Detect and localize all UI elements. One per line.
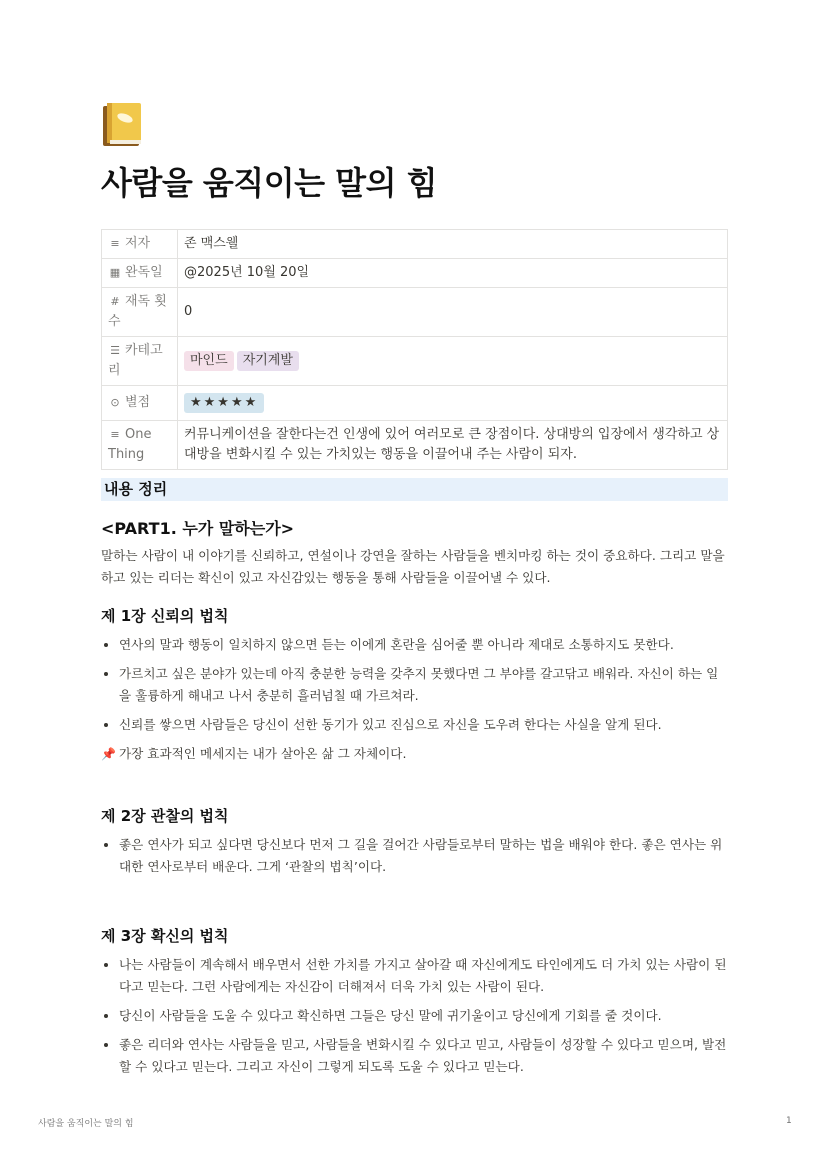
bullet-list: [101, 834, 728, 878]
category-tag[interactable]: 자기계발: [237, 351, 299, 371]
book-icon: [101, 100, 145, 148]
list-icon: ☰: [110, 344, 120, 357]
list-item: • 좋은 연사가 되고 싶다면 당신보다 먼저 그 길을 걸어간 사람들로부터 말하는 법을 배워야 한다. 좋은 연사는 위대한 연사로부터 배운다. 그게 ‘관찰의 법칙’이다.: [119, 834, 728, 878]
category-value[interactable]: [178, 337, 728, 386]
properties-table: [101, 229, 728, 470]
callout: 📌 가장 효과적인 메세지는 내가 살아온 삶 그 자체이다.: [101, 746, 407, 761]
one-thing-value[interactable]: 커뮤니케이션을 잘한다는건 인생에 있어 여러모로 큰 장점이다. 상대방의 입장에서 생각하고 상대방을 변화시킬 수 있는 가치있는 행동을 이끌어내 주는 사람이 되자.: [178, 421, 728, 470]
property-row-reread-count: [102, 288, 728, 337]
bullet-list: [101, 954, 728, 1078]
list-item: • 신뢰를 쌓으면 사람들은 당신이 선한 동기가 있고 진심으로 자신을 도우려 한다는 사실을 알게 된다.: [119, 714, 728, 736]
section-heading: 내용 정리: [101, 478, 728, 501]
page-title: 사람을 움직이는 말의 힘: [101, 164, 438, 202]
pushpin-icon: 📌: [101, 747, 116, 761]
property-row-author: [102, 230, 728, 259]
footer-page-number: 1: [786, 1116, 792, 1126]
status-icon: ⊙: [110, 396, 120, 409]
chapter-heading: 제 2장 관찰의 법칙: [101, 807, 229, 825]
bullet-list: [101, 634, 728, 736]
number-icon: #: [110, 295, 120, 308]
text-icon: ≡: [110, 428, 120, 441]
list-item: • 좋은 리더와 연사는 사람들을 믿고, 사람들을 변화시킬 수 있다고 믿고, 사람들이 성장할 수 있다고 믿으며, 발전할 수 있다고 믿는다. 그리고 자신이 그렇게 되도록 도울 수 있다고 믿는다.: [119, 1034, 728, 1078]
list-item: • 가르치고 싶은 분야가 있는데 아직 충분한 능력을 갖추지 못했다면 그 부야를 갈고닦고 배워라. 자신이 하는 일을 훌륭하게 해내고 나서 충분히 흘러넘칠 때 가르쳐라.: [119, 663, 728, 707]
property-key: ⊙ 별점: [102, 386, 178, 421]
property-row-category: [102, 337, 728, 386]
property-key: ≡ 저자: [102, 230, 178, 259]
part-paragraph: 말하는 사람이 내 이야기를 신뢰하고, 연설이나 강연을 잘하는 사람들을 벤치마킹 하는 것이 중요하다. 그리고 말을 하고 있는 리더는 확신이 있고 자신감있는 행동을 통해 사람들을 이끌어낼 수 있다.: [101, 548, 725, 585]
property-row-finished-date: [102, 259, 728, 288]
list-item: • 나는 사람들이 계속해서 배우면서 선한 가치를 가지고 살아갈 때 자신에게도 타인에게도 더 가치 있는 사람이 된다고 믿는다. 그런 사람에게는 자신감이 더해져서 더욱 가치 있는 사람이 된다.: [119, 954, 728, 998]
text-icon: ≡: [110, 237, 120, 250]
finished-date-value[interactable]: @2025년 10월 20일: [178, 259, 728, 288]
property-key: ▦ 완독일: [102, 259, 178, 288]
chapter-heading: 제 1장 신뢰의 법칙: [101, 607, 229, 625]
list-item: • 연사의 말과 행동이 일치하지 않으면 듣는 이에게 혼란을 심어줄 뿐 아니라 제대로 소통하지도 못한다.: [119, 634, 728, 656]
property-key: # 재독 횟수: [102, 288, 178, 337]
calendar-icon: ▦: [109, 266, 121, 279]
category-tag[interactable]: 마인드: [184, 351, 234, 371]
reread-count-value[interactable]: 0: [178, 288, 728, 337]
property-key: ☰ 카테고리: [102, 337, 178, 386]
rating-value[interactable]: [178, 386, 728, 421]
property-row-one-thing: [102, 421, 728, 470]
rating-stars[interactable]: ★★★★★: [184, 393, 264, 413]
footer-title: 사람을 움직이는 말의 힘: [38, 1119, 134, 1129]
property-key: ≡ One Thing: [102, 421, 178, 470]
list-item: • 당신이 사람들을 도울 수 있다고 확신하면 그들은 당신 말에 귀기울이고 당신에게 기회를 줄 것이다.: [119, 1005, 728, 1027]
content-flow: [101, 478, 728, 1085]
part-heading: <PART1. 누가 말하는가>: [101, 519, 295, 538]
property-row-rating: [102, 386, 728, 421]
chapter-heading: 제 3장 확신의 법칙: [101, 927, 229, 945]
author-value[interactable]: 존 맥스웰: [178, 230, 728, 259]
